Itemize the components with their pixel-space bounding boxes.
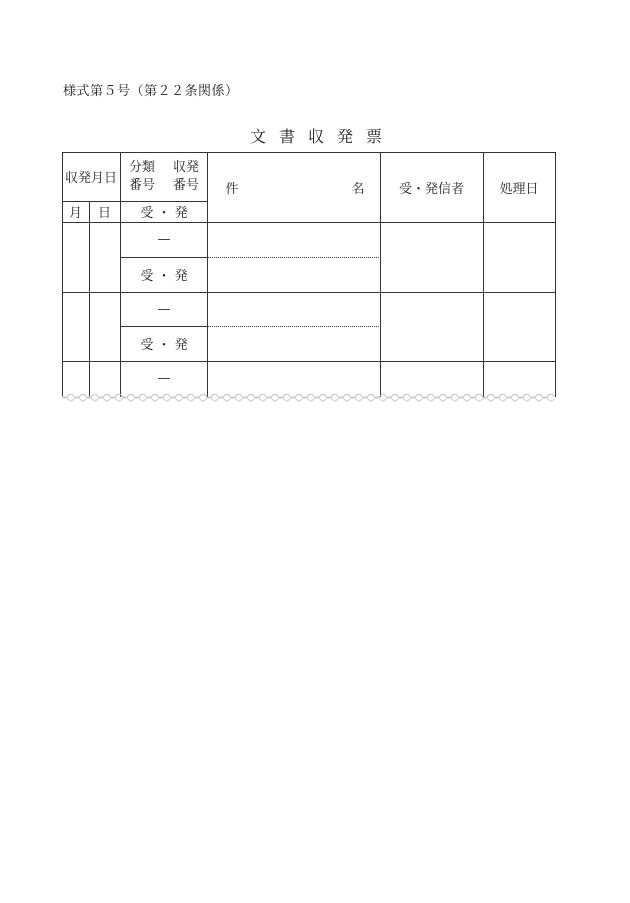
row2-number-dash: —: [157, 301, 171, 317]
header-month: 月: [68, 206, 82, 221]
header-subject-left: 件: [225, 181, 239, 197]
header-processing-date: 処理日: [499, 181, 539, 197]
row2-receive-send: 受 ・ 発: [140, 338, 188, 353]
row1-number-dash: —: [157, 232, 171, 247]
torn-edge: [62, 394, 556, 402]
form-number-label: 様式第５号（第２２条関係）: [63, 84, 239, 99]
receipt-dispatch-table: [62, 152, 555, 397]
header-sender-recipient: 受・発信者: [398, 181, 464, 197]
row3-number-dash: —: [157, 370, 171, 386]
header-receipt-label: 収発: [172, 159, 199, 175]
header-classification-label: 分類: [128, 159, 155, 175]
row1-receive-send: 受 ・ 発: [140, 269, 188, 284]
header-receive-send: 受 ・ 発: [140, 206, 188, 221]
header-classification-number: [120, 152, 164, 201]
header-subject-right: 名: [351, 181, 365, 197]
header-receipt-number-label: 番号: [172, 177, 199, 193]
document-title: 文書収発票: [250, 127, 396, 146]
header-receipt-number: [164, 152, 208, 201]
header-day: 日: [97, 206, 111, 221]
header-classification-number-label: 番号: [128, 177, 155, 193]
header-receipt-date: 収発月日: [64, 171, 117, 186]
